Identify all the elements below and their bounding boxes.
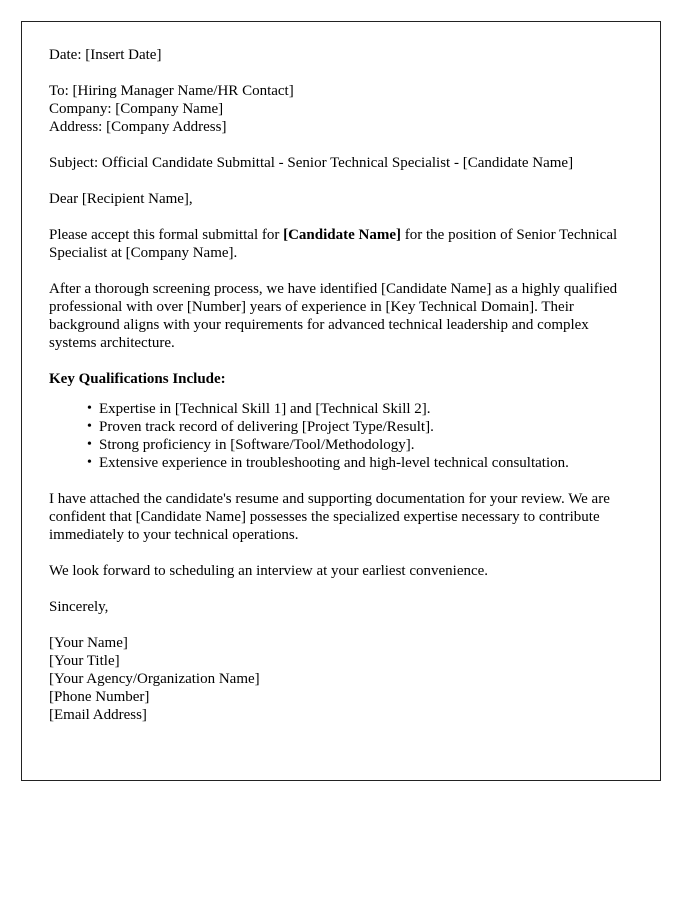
subject-block bbox=[49, 154, 635, 172]
list-item: • Strong proficiency in [Software/Tool/Methodology]. bbox=[87, 436, 635, 454]
salutation-block bbox=[49, 190, 635, 208]
signature-line-title: [Your Title] bbox=[49, 653, 120, 669]
letter-body bbox=[49, 46, 635, 724]
body-paragraph-3: I have attached the candidate's resume and supporting documentation for your review. We are confident that [Candidate Name] possesses the specialized expertise necessary to contribute immediately to your technical operations. bbox=[49, 491, 610, 543]
paragraph-1-candidate-name-bold: [Candidate Name] bbox=[283, 227, 402, 243]
date-block bbox=[49, 46, 635, 64]
signature-line-name: [Your Name] bbox=[49, 635, 128, 651]
qualifications-list bbox=[49, 400, 635, 472]
body-paragraph-1 bbox=[49, 226, 635, 262]
signature-line-phone: [Phone Number] bbox=[49, 689, 150, 705]
recipient-line-address: Address: [Company Address] bbox=[49, 119, 227, 135]
closing-line: Sincerely, bbox=[49, 599, 109, 615]
paragraph-1-after-bold: for the position of Senior Technical Specialist at [Company Name]. bbox=[49, 227, 618, 261]
signature-line-organization: [Your Agency/Organization Name] bbox=[49, 671, 260, 687]
recipient-line-company: Company: [Company Name] bbox=[49, 101, 224, 117]
list-item: • Extensive experience in troubleshooting and high-level technical consultation. bbox=[87, 454, 635, 472]
signature-block bbox=[49, 634, 635, 724]
qualifications-heading: Key Qualifications Include: bbox=[49, 371, 226, 387]
closing-block bbox=[49, 598, 635, 616]
salutation-line: Dear [Recipient Name], bbox=[49, 191, 193, 207]
letter-frame-border bbox=[21, 21, 661, 781]
list-item: • Proven track record of delivering [Project Type/Result]. bbox=[87, 418, 635, 436]
body-paragraph-4: We look forward to scheduling an interview at your earliest convenience. bbox=[49, 563, 489, 579]
recipient-line-to: To: [Hiring Manager Name/HR Contact] bbox=[49, 83, 294, 99]
list-item: • Expertise in [Technical Skill 1] and [Technical Skill 2]. bbox=[87, 400, 635, 418]
signature-line-email: [Email Address] bbox=[49, 707, 147, 723]
subject-line: Subject: Official Candidate Submittal - Senior Technical Specialist - [Candidate Name] bbox=[49, 155, 574, 171]
body-paragraph-2: After a thorough screening process, we have identified [Candidate Name] as a highly qualified professional with over [Number] years of experience in [Key Technical Domain]. Their background aligns with your requirements for advanced technical leadership and complex systems architecture. bbox=[49, 281, 618, 351]
paragraph-1-before-bold: Please accept this formal submittal for bbox=[49, 227, 284, 243]
date-line: Date: [Insert Date] bbox=[49, 47, 162, 63]
recipient-block bbox=[49, 82, 635, 136]
